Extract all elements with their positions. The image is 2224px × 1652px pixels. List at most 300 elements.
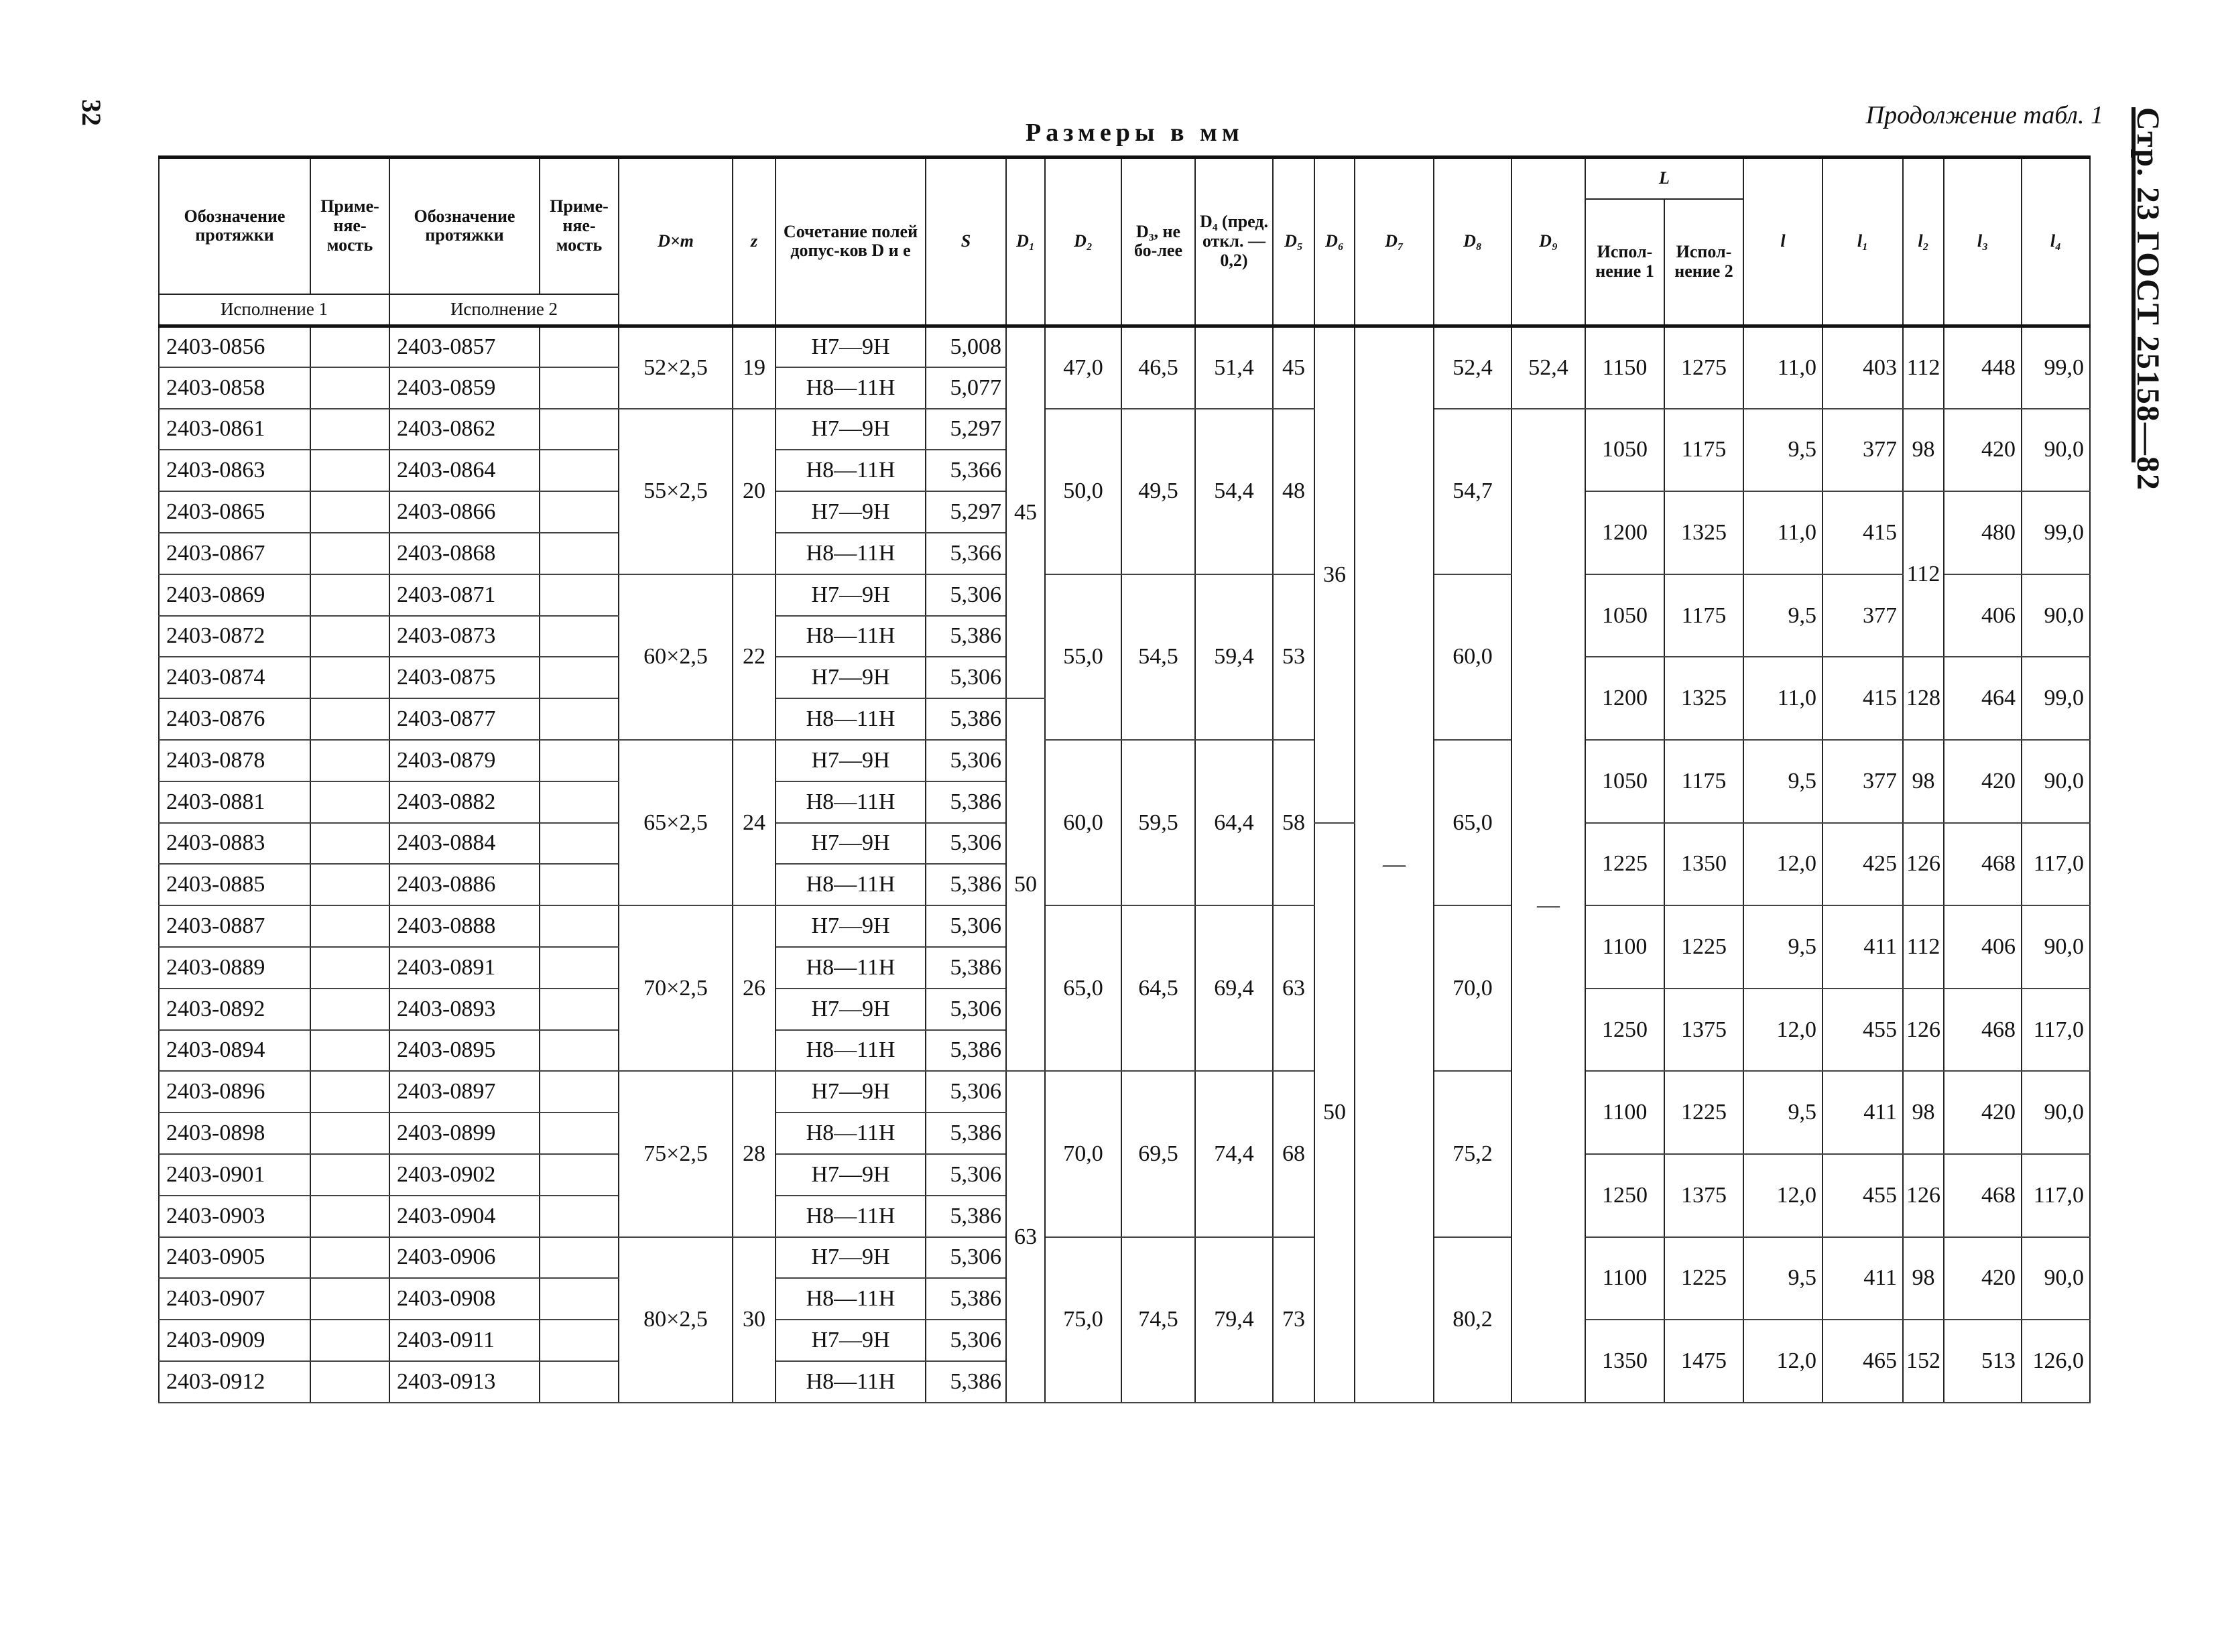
designation-1-cell: 2403-0912 bbox=[159, 1361, 310, 1403]
header-d4: D₄ (пред. откл. —0,2) bbox=[1195, 157, 1273, 326]
s-cell: 5,386 bbox=[926, 1278, 1006, 1320]
tolerance-cell: H8—11H bbox=[776, 1196, 926, 1237]
applicability-1-cell bbox=[310, 989, 389, 1030]
l4-cell: 117,0 bbox=[2022, 989, 2090, 1072]
s-cell: 5,306 bbox=[926, 1237, 1006, 1279]
l2-cell: 98 bbox=[1903, 1237, 1944, 1320]
applicability-2-cell bbox=[540, 533, 619, 574]
dxm-cell: 52×2,5 bbox=[619, 326, 733, 409]
s-cell: 5,386 bbox=[926, 1113, 1006, 1154]
l-cell: 9,5 bbox=[1743, 740, 1823, 823]
z-cell: 22 bbox=[733, 574, 776, 740]
s-cell: 5,386 bbox=[926, 947, 1006, 989]
header-d3: D₃, не бо-лее bbox=[1121, 157, 1195, 326]
l3-cell: 420 bbox=[1944, 1071, 2022, 1154]
header-dxm: D×m bbox=[619, 157, 733, 326]
designation-2-cell: 2403-0877 bbox=[389, 698, 540, 740]
designation-2-cell: 2403-0888 bbox=[389, 905, 540, 947]
tolerance-cell: H8—11H bbox=[776, 1030, 926, 1072]
l4-cell: 99,0 bbox=[2022, 326, 2090, 409]
l4-cell: 99,0 bbox=[2022, 491, 2090, 574]
d9-cell: 52,4 bbox=[1511, 326, 1585, 409]
L-isp2-cell: 1175 bbox=[1664, 574, 1743, 657]
applicability-1-cell bbox=[310, 1071, 389, 1113]
designation-1-cell: 2403-0887 bbox=[159, 905, 310, 947]
d3-cell: 64,5 bbox=[1121, 905, 1195, 1071]
d1-cell: 45 bbox=[1006, 326, 1045, 698]
s-cell: 5,386 bbox=[926, 781, 1006, 823]
designation-1-cell: 2403-0885 bbox=[159, 864, 310, 905]
applicability-2-cell bbox=[540, 1154, 619, 1196]
s-cell: 5,366 bbox=[926, 533, 1006, 574]
designation-1-cell: 2403-0881 bbox=[159, 781, 310, 823]
header-applicability-1: Приме-няе-мость bbox=[310, 157, 389, 294]
designation-2-cell: 2403-0886 bbox=[389, 864, 540, 905]
d2-cell: 75,0 bbox=[1045, 1237, 1121, 1403]
applicability-2-cell bbox=[540, 367, 619, 409]
L-isp2-cell: 1475 bbox=[1664, 1320, 1743, 1403]
tolerance-cell: H8—11H bbox=[776, 947, 926, 989]
tolerance-cell: H7—9H bbox=[776, 1320, 926, 1361]
d6-cell: 36 bbox=[1314, 326, 1355, 823]
l4-cell: 99,0 bbox=[2022, 657, 2090, 740]
tolerance-cell: H7—9H bbox=[776, 491, 926, 533]
s-cell: 5,077 bbox=[926, 367, 1006, 409]
s-cell: 5,306 bbox=[926, 823, 1006, 865]
tolerance-cell: H7—9H bbox=[776, 409, 926, 450]
l2-cell: 126 bbox=[1903, 823, 1944, 906]
d3-cell: 59,5 bbox=[1121, 740, 1195, 905]
designation-1-cell: 2403-0905 bbox=[159, 1237, 310, 1279]
designation-2-cell: 2403-0884 bbox=[389, 823, 540, 865]
d4-cell: 54,4 bbox=[1195, 409, 1273, 574]
l-cell: 11,0 bbox=[1743, 326, 1823, 409]
tolerance-cell: H7—9H bbox=[776, 574, 926, 616]
L-isp1-cell: 1225 bbox=[1585, 823, 1664, 906]
applicability-2-cell bbox=[540, 1030, 619, 1072]
z-cell: 24 bbox=[733, 740, 776, 905]
tolerance-cell: H7—9H bbox=[776, 989, 926, 1030]
applicability-2-cell bbox=[540, 616, 619, 657]
l3-cell: 420 bbox=[1944, 409, 2022, 492]
header-d9: D₉ bbox=[1511, 157, 1585, 326]
applicability-2-cell bbox=[540, 989, 619, 1030]
designation-2-cell: 2403-0911 bbox=[389, 1320, 540, 1361]
designation-2-cell: 2403-0913 bbox=[389, 1361, 540, 1403]
tolerance-cell: H8—11H bbox=[776, 450, 926, 491]
tolerance-cell: H8—11H bbox=[776, 864, 926, 905]
l4-cell: 90,0 bbox=[2022, 409, 2090, 492]
header-s: S bbox=[926, 157, 1006, 326]
broach-dimensions-table bbox=[158, 155, 2091, 1403]
applicability-2-cell bbox=[540, 450, 619, 491]
s-cell: 5,386 bbox=[926, 1196, 1006, 1237]
applicability-2-cell bbox=[540, 1320, 619, 1361]
applicability-2-cell bbox=[540, 491, 619, 533]
tolerance-cell: H7—9H bbox=[776, 657, 926, 698]
d2-cell: 50,0 bbox=[1045, 409, 1121, 574]
header-designation-2: Обозначение протяжки bbox=[389, 157, 540, 294]
table-header bbox=[159, 157, 2090, 326]
header-l1: l₁ bbox=[1823, 157, 1903, 326]
designation-1-cell: 2403-0889 bbox=[159, 947, 310, 989]
applicability-1-cell bbox=[310, 367, 389, 409]
L-isp2-cell: 1325 bbox=[1664, 657, 1743, 740]
l3-cell: 464 bbox=[1944, 657, 2022, 740]
applicability-1-cell bbox=[310, 1278, 389, 1320]
designation-1-cell: 2403-0872 bbox=[159, 616, 310, 657]
designation-1-cell: 2403-0878 bbox=[159, 740, 310, 781]
d1-cell: 63 bbox=[1006, 1071, 1045, 1402]
designation-2-cell: 2403-0862 bbox=[389, 409, 540, 450]
l1-cell: 377 bbox=[1823, 574, 1903, 657]
l-cell: 9,5 bbox=[1743, 1071, 1823, 1154]
l3-cell: 513 bbox=[1944, 1320, 2022, 1403]
d2-cell: 60,0 bbox=[1045, 740, 1121, 905]
applicability-2-cell bbox=[540, 1278, 619, 1320]
table-body bbox=[159, 326, 2090, 1403]
designation-1-cell: 2403-0907 bbox=[159, 1278, 310, 1320]
d3-cell: 74,5 bbox=[1121, 1237, 1195, 1403]
header-d7: D₇ bbox=[1355, 157, 1434, 326]
d9-cell: — bbox=[1511, 409, 1585, 1403]
L-isp2-cell: 1375 bbox=[1664, 989, 1743, 1072]
l-cell: 9,5 bbox=[1743, 905, 1823, 989]
applicability-1-cell bbox=[310, 326, 389, 367]
table-row bbox=[159, 1071, 2090, 1113]
l4-cell: 117,0 bbox=[2022, 823, 2090, 906]
l2-cell: 98 bbox=[1903, 1071, 1944, 1154]
applicability-1-cell bbox=[310, 1196, 389, 1237]
l3-cell: 468 bbox=[1944, 989, 2022, 1072]
l2-cell: 98 bbox=[1903, 740, 1944, 823]
tolerance-cell: H7—9H bbox=[776, 823, 926, 865]
s-cell: 5,306 bbox=[926, 1320, 1006, 1361]
applicability-1-cell bbox=[310, 1113, 389, 1154]
d4-cell: 79,4 bbox=[1195, 1237, 1273, 1403]
designation-2-cell: 2403-0875 bbox=[389, 657, 540, 698]
header-tolerance: Сочетание полей допус-ков D и e bbox=[776, 157, 926, 326]
s-cell: 5,306 bbox=[926, 574, 1006, 616]
designation-1-cell: 2403-0856 bbox=[159, 326, 310, 367]
d1-cell: 50 bbox=[1006, 698, 1045, 1071]
d3-cell: 46,5 bbox=[1121, 326, 1195, 409]
d8-cell: 80,2 bbox=[1434, 1237, 1511, 1403]
l2-cell: 128 bbox=[1903, 657, 1944, 740]
L-isp2-cell: 1350 bbox=[1664, 823, 1743, 906]
L-isp2-cell: 1325 bbox=[1664, 491, 1743, 574]
applicability-2-cell bbox=[540, 905, 619, 947]
designation-2-cell: 2403-0895 bbox=[389, 1030, 540, 1072]
tolerance-cell: H8—11H bbox=[776, 1361, 926, 1403]
d8-cell: 52,4 bbox=[1434, 326, 1511, 409]
dxm-cell: 55×2,5 bbox=[619, 409, 733, 574]
L-isp1-cell: 1050 bbox=[1585, 740, 1664, 823]
l4-cell: 117,0 bbox=[2022, 1154, 2090, 1237]
designation-1-cell: 2403-0901 bbox=[159, 1154, 310, 1196]
L-isp2-cell: 1275 bbox=[1664, 326, 1743, 409]
header-L-isp1: Испол-нение 1 bbox=[1585, 199, 1664, 326]
l1-cell: 455 bbox=[1823, 1154, 1903, 1237]
designation-2-cell: 2403-0868 bbox=[389, 533, 540, 574]
s-cell: 5,306 bbox=[926, 1154, 1006, 1196]
applicability-1-cell bbox=[310, 864, 389, 905]
applicability-1-cell bbox=[310, 1154, 389, 1196]
applicability-2-cell bbox=[540, 823, 619, 865]
s-cell: 5,386 bbox=[926, 698, 1006, 740]
d8-cell: 54,7 bbox=[1434, 409, 1511, 574]
tolerance-cell: H7—9H bbox=[776, 905, 926, 947]
table-row bbox=[159, 326, 2090, 367]
designation-2-cell: 2403-0908 bbox=[389, 1278, 540, 1320]
l2-cell: 112 bbox=[1903, 326, 1944, 409]
L-isp1-cell: 1250 bbox=[1585, 1154, 1664, 1237]
d5-cell: 58 bbox=[1273, 740, 1314, 905]
l2-cell: 152 bbox=[1903, 1320, 1944, 1403]
dxm-cell: 75×2,5 bbox=[619, 1071, 733, 1236]
z-cell: 30 bbox=[733, 1237, 776, 1403]
l2-cell: 112 bbox=[1903, 491, 1944, 657]
l2-cell: 126 bbox=[1903, 989, 1944, 1072]
designation-2-cell: 2403-0864 bbox=[389, 450, 540, 491]
L-isp1-cell: 1050 bbox=[1585, 574, 1664, 657]
z-cell: 19 bbox=[733, 326, 776, 409]
applicability-2-cell bbox=[540, 409, 619, 450]
applicability-1-cell bbox=[310, 533, 389, 574]
applicability-1-cell bbox=[310, 409, 389, 450]
L-isp2-cell: 1225 bbox=[1664, 1237, 1743, 1320]
l3-cell: 420 bbox=[1944, 1237, 2022, 1320]
designation-1-cell: 2403-0896 bbox=[159, 1071, 310, 1113]
s-cell: 5,386 bbox=[926, 616, 1006, 657]
tolerance-cell: H8—11H bbox=[776, 616, 926, 657]
tolerance-cell: H7—9H bbox=[776, 1071, 926, 1113]
l-cell: 9,5 bbox=[1743, 574, 1823, 657]
applicability-1-cell bbox=[310, 1030, 389, 1072]
tolerance-cell: H7—9H bbox=[776, 740, 926, 781]
designation-2-cell: 2403-0879 bbox=[389, 740, 540, 781]
designation-2-cell: 2403-0902 bbox=[389, 1154, 540, 1196]
d3-cell: 49,5 bbox=[1121, 409, 1195, 574]
l1-cell: 425 bbox=[1823, 823, 1903, 906]
designation-2-cell: 2403-0882 bbox=[389, 781, 540, 823]
s-cell: 5,297 bbox=[926, 491, 1006, 533]
dxm-cell: 70×2,5 bbox=[619, 905, 733, 1071]
applicability-1-cell bbox=[310, 740, 389, 781]
applicability-1-cell bbox=[310, 823, 389, 865]
d6-cell: 50 bbox=[1314, 823, 1355, 1403]
d2-cell: 47,0 bbox=[1045, 326, 1121, 409]
d4-cell: 74,4 bbox=[1195, 1071, 1273, 1236]
l4-cell: 90,0 bbox=[2022, 574, 2090, 657]
tolerance-cell: H8—11H bbox=[776, 781, 926, 823]
applicability-1-cell bbox=[310, 450, 389, 491]
applicability-1-cell bbox=[310, 1320, 389, 1361]
applicability-1-cell bbox=[310, 1237, 389, 1279]
L-isp1-cell: 1100 bbox=[1585, 905, 1664, 989]
dxm-cell: 80×2,5 bbox=[619, 1237, 733, 1403]
designation-1-cell: 2403-0883 bbox=[159, 823, 310, 865]
L-isp2-cell: 1225 bbox=[1664, 905, 1743, 989]
header-execution-2: Исполнение 2 bbox=[389, 294, 619, 326]
s-cell: 5,366 bbox=[926, 450, 1006, 491]
applicability-1-cell bbox=[310, 947, 389, 989]
page-number: 32 bbox=[76, 99, 107, 126]
s-cell: 5,386 bbox=[926, 1030, 1006, 1072]
l-cell: 12,0 bbox=[1743, 989, 1823, 1072]
applicability-2-cell bbox=[540, 1071, 619, 1113]
l-cell: 12,0 bbox=[1743, 823, 1823, 906]
designation-1-cell: 2403-0892 bbox=[159, 989, 310, 1030]
d8-cell: 60,0 bbox=[1434, 574, 1511, 740]
header-L-isp2: Испол-нение 2 bbox=[1664, 199, 1743, 326]
L-isp2-cell: 1225 bbox=[1664, 1071, 1743, 1154]
l4-cell: 90,0 bbox=[2022, 740, 2090, 823]
l-cell: 11,0 bbox=[1743, 657, 1823, 740]
applicability-2-cell bbox=[540, 698, 619, 740]
z-cell: 28 bbox=[733, 1071, 776, 1236]
applicability-1-cell bbox=[310, 574, 389, 616]
L-isp1-cell: 1100 bbox=[1585, 1237, 1664, 1320]
d5-cell: 73 bbox=[1273, 1237, 1314, 1403]
applicability-1-cell bbox=[310, 657, 389, 698]
l-cell: 12,0 bbox=[1743, 1154, 1823, 1237]
L-isp2-cell: 1375 bbox=[1664, 1154, 1743, 1237]
table-continuation-note: Продолжение табл. 1 bbox=[1865, 101, 2103, 129]
d4-cell: 64,4 bbox=[1195, 740, 1273, 905]
d5-cell: 63 bbox=[1273, 905, 1314, 1071]
applicability-2-cell bbox=[540, 1361, 619, 1403]
d4-cell: 51,4 bbox=[1195, 326, 1273, 409]
l3-cell: 468 bbox=[1944, 823, 2022, 906]
d2-cell: 70,0 bbox=[1045, 1071, 1121, 1236]
header-applicability-2: Приме-няе-мость bbox=[540, 157, 619, 294]
tolerance-cell: H7—9H bbox=[776, 326, 926, 367]
l1-cell: 415 bbox=[1823, 491, 1903, 574]
applicability-2-cell bbox=[540, 657, 619, 698]
designation-2-cell: 2403-0904 bbox=[389, 1196, 540, 1237]
l1-cell: 455 bbox=[1823, 989, 1903, 1072]
applicability-1-cell bbox=[310, 616, 389, 657]
designation-2-cell: 2403-0866 bbox=[389, 491, 540, 533]
L-isp1-cell: 1200 bbox=[1585, 491, 1664, 574]
L-isp1-cell: 1100 bbox=[1585, 1071, 1664, 1154]
d2-cell: 55,0 bbox=[1045, 574, 1121, 740]
applicability-2-cell bbox=[540, 1237, 619, 1279]
l1-cell: 411 bbox=[1823, 905, 1903, 989]
L-isp1-cell: 1250 bbox=[1585, 989, 1664, 1072]
designation-2-cell: 2403-0893 bbox=[389, 989, 540, 1030]
header-d5: D₅ bbox=[1273, 157, 1314, 326]
applicability-2-cell bbox=[540, 947, 619, 989]
header-L: L bbox=[1585, 157, 1743, 199]
applicability-1-cell bbox=[310, 698, 389, 740]
header-l: l bbox=[1743, 157, 1823, 326]
designation-1-cell: 2403-0858 bbox=[159, 367, 310, 409]
applicability-1-cell bbox=[310, 905, 389, 947]
s-cell: 5,306 bbox=[926, 740, 1006, 781]
l4-cell: 126,0 bbox=[2022, 1320, 2090, 1403]
l4-cell: 90,0 bbox=[2022, 1071, 2090, 1154]
l3-cell: 468 bbox=[1944, 1154, 2022, 1237]
header-execution-1: Исполнение 1 bbox=[159, 294, 389, 326]
s-cell: 5,306 bbox=[926, 905, 1006, 947]
d5-cell: 68 bbox=[1273, 1071, 1314, 1236]
L-isp1-cell: 1200 bbox=[1585, 657, 1664, 740]
s-cell: 5,008 bbox=[926, 326, 1006, 367]
designation-2-cell: 2403-0871 bbox=[389, 574, 540, 616]
l2-cell: 112 bbox=[1903, 905, 1944, 989]
d5-cell: 45 bbox=[1273, 326, 1314, 409]
d8-cell: 65,0 bbox=[1434, 740, 1511, 905]
table-row bbox=[159, 574, 2090, 616]
applicability-1-cell bbox=[310, 1361, 389, 1403]
designation-1-cell: 2403-0903 bbox=[159, 1196, 310, 1237]
s-cell: 5,306 bbox=[926, 989, 1006, 1030]
l3-cell: 448 bbox=[1944, 326, 2022, 409]
applicability-2-cell bbox=[540, 781, 619, 823]
designation-1-cell: 2403-0874 bbox=[159, 657, 310, 698]
applicability-2-cell bbox=[540, 1113, 619, 1154]
tolerance-cell: H8—11H bbox=[776, 533, 926, 574]
s-cell: 5,297 bbox=[926, 409, 1006, 450]
designation-2-cell: 2403-0859 bbox=[389, 367, 540, 409]
d5-cell: 53 bbox=[1273, 574, 1314, 740]
table-row bbox=[159, 409, 2090, 450]
z-cell: 20 bbox=[733, 409, 776, 574]
s-cell: 5,386 bbox=[926, 1361, 1006, 1403]
designation-2-cell: 2403-0897 bbox=[389, 1071, 540, 1113]
z-cell: 26 bbox=[733, 905, 776, 1071]
d3-cell: 69,5 bbox=[1121, 1071, 1195, 1236]
header-designation-1: Обозначение протяжки bbox=[159, 157, 310, 294]
designation-1-cell: 2403-0909 bbox=[159, 1320, 310, 1361]
designation-2-cell: 2403-0899 bbox=[389, 1113, 540, 1154]
designation-2-cell: 2403-0857 bbox=[389, 326, 540, 367]
tolerance-cell: H8—11H bbox=[776, 698, 926, 740]
designation-1-cell: 2403-0863 bbox=[159, 450, 310, 491]
l1-cell: 411 bbox=[1823, 1071, 1903, 1154]
designation-1-cell: 2403-0869 bbox=[159, 574, 310, 616]
l1-cell: 377 bbox=[1823, 740, 1903, 823]
applicability-2-cell bbox=[540, 574, 619, 616]
designation-1-cell: 2403-0861 bbox=[159, 409, 310, 450]
l3-cell: 406 bbox=[1944, 905, 2022, 989]
designation-1-cell: 2403-0894 bbox=[159, 1030, 310, 1072]
d4-cell: 69,4 bbox=[1195, 905, 1273, 1071]
L-isp1-cell: 1350 bbox=[1585, 1320, 1664, 1403]
header-l4: l₄ bbox=[2022, 157, 2090, 326]
applicability-2-cell bbox=[540, 1196, 619, 1237]
header-z: z bbox=[733, 157, 776, 326]
d8-cell: 75,2 bbox=[1434, 1071, 1511, 1236]
l3-cell: 406 bbox=[1944, 574, 2022, 657]
designation-1-cell: 2403-0867 bbox=[159, 533, 310, 574]
header-d6: D₆ bbox=[1314, 157, 1355, 326]
table-row bbox=[159, 1237, 2090, 1279]
designation-1-cell: 2403-0898 bbox=[159, 1113, 310, 1154]
designation-1-cell: 2403-0865 bbox=[159, 491, 310, 533]
s-cell: 5,306 bbox=[926, 657, 1006, 698]
l-cell: 9,5 bbox=[1743, 1237, 1823, 1320]
dxm-cell: 60×2,5 bbox=[619, 574, 733, 740]
header-d1: D₁ bbox=[1006, 157, 1045, 326]
l1-cell: 465 bbox=[1823, 1320, 1903, 1403]
s-cell: 5,306 bbox=[926, 1071, 1006, 1113]
designation-2-cell: 2403-0891 bbox=[389, 947, 540, 989]
l3-cell: 480 bbox=[1944, 491, 2022, 574]
s-cell: 5,386 bbox=[926, 864, 1006, 905]
